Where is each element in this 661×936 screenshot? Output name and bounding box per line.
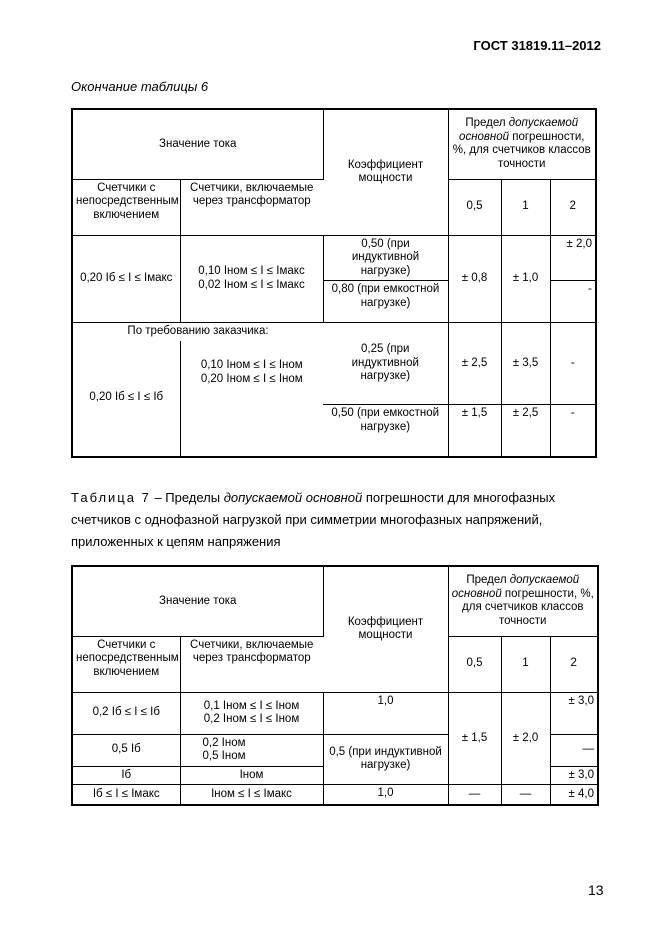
table-6-row-2-pf-inductive: 0,25 (при индуктивной нагрузке) [323, 323, 448, 405]
header-error-limit: Предел допускаемой основной погрешности, %, для счетчиков классов точности [448, 109, 596, 179]
table-6-row-2-pf-capacitive: 0,50 (при емкостной нагрузке) [323, 405, 448, 457]
header-power-factor: Коэффициент мощности [323, 566, 448, 692]
table-7-row-4-pf: 1,0 [323, 785, 448, 805]
table-6-row-2-class-05-b: ± 1,5 [448, 405, 501, 457]
header-class-1: 1 [501, 636, 550, 692]
header-transformer-connection: Счетчики, включаемые через трансформатор [180, 636, 323, 692]
header-error-limit: Предел допускаемой основной погрешности, %, для счетчиков классов точности [448, 566, 598, 636]
table-7-row-1-transformer: 0,1 Iном ≤ I ≤ Iном 0,2 Iном ≤ I ≤ Iном [180, 692, 323, 734]
table-7-row-2-pf: 0,5 (при индуктивной нагрузке) [323, 734, 448, 785]
table-6-row-2-class-2-a: - [550, 323, 596, 405]
table-7-row-1-class-2: ± 3,0 [550, 692, 598, 734]
table-7-row-1-direct: 0,2 Iб ≤ I ≤ Iб [72, 692, 180, 734]
header-transformer-connection: Счетчики, включаемые через трансформатор [180, 179, 323, 235]
header-current-value: Значение тока [72, 109, 323, 179]
header-class-05: 0,5 [448, 636, 501, 692]
table-7-row-4-direct: Iб ≤ I ≤ Iмакс [72, 785, 180, 805]
table-7-row-4-transformer: Iном ≤ I ≤ Iмакс [211, 787, 292, 800]
table-6-row-2-class-2-b: - [570, 407, 575, 419]
table-6-row-2-transformer-empty [180, 405, 323, 457]
table-7-merged-class-1: ± 2,0 [501, 692, 550, 785]
table-6-row-1-class-05: ± 0,8 [448, 235, 501, 323]
table-7-row-2-direct: 0,5 Iб [72, 734, 180, 766]
table-7-row-3-direct: Iб [72, 766, 180, 785]
header-class-2: 2 [550, 179, 596, 235]
header-class-2: 2 [550, 636, 598, 692]
table-7-row-2-transformer: 0,2 Iном 0,5 Iном [180, 734, 323, 766]
table-6-row-2-transformer: 0,10 Iном ≤ I ≤ Iном 0,20 Iном ≤ I ≤ Iном [180, 341, 323, 405]
table-6-row-2-class-1-b: ± 2,5 [501, 405, 550, 457]
table-7-title: Таблица 7 – Пределы допускаемой основной погрешности для многофазных счетчиков с однофазной нагрузкой при симметрии многофазных напряжений, приложенных к цепям напряжения [71, 490, 556, 549]
page-number: 13 [588, 882, 604, 898]
table-7 [71, 565, 599, 806]
table-7-row-4-class-05: — [448, 785, 501, 805]
table-7-row-2-class-2: — [550, 734, 598, 766]
table-6-row-1-class-2-a: ± 2,0 [550, 235, 596, 281]
document-id: ГОСТ 31819.11–2012 [473, 38, 601, 53]
table-6-row-1-transformer: 0,10 Iном ≤ I ≤ Iмакс 0,02 Iном ≤ I ≤ Iмакс [180, 235, 323, 323]
table-7-row-1-pf: 1,0 [323, 692, 448, 734]
table-7-row-4-class-1: — [501, 785, 550, 805]
table-6-row-2-class-1-a: ± 3,5 [501, 323, 550, 405]
header-direct-connection: Счетчики с непосредственным включением [72, 636, 180, 692]
table-6 [71, 108, 597, 458]
table-7-row-4-class-2: ± 4,0 [568, 787, 595, 800]
header-current-value: Значение тока [72, 566, 323, 636]
table-6-row-1-pf-inductive: 0,50 (при индуктивной нагрузке) [323, 235, 448, 281]
table-6-row-1-direct: 0,20 Iб ≤ I ≤ Iмакс [72, 235, 180, 323]
table-6-row-2-class-05-a: ± 2,5 [448, 323, 501, 405]
table-7-row-3-class-2: ± 3,0 [550, 766, 598, 785]
header-class-05: 0,5 [448, 179, 501, 235]
header-class-1: 1 [501, 179, 550, 235]
table-6-row-1-pf-capacitive: 0,80 (при емкостной нагрузке) [323, 281, 448, 323]
header-power-factor: Коэффициент мощности [323, 109, 448, 235]
table-6-row-1-class-2-b: - [550, 281, 596, 323]
table-7-merged-class-05: ± 1,5 [448, 692, 501, 785]
table-6-row-1-class-1: ± 1,0 [501, 235, 550, 323]
table-6-row-2-direct: 0,20 Iб ≤ I ≤ Iб [72, 341, 180, 457]
table-6-customer-note: По требованию заказчика: [127, 325, 269, 337]
table-7-row-3-transformer: Iном [180, 766, 323, 785]
header-direct-connection: Счетчики с непосредственным включением [72, 179, 180, 235]
table-6-caption: Окончание таблицы 6 [71, 79, 209, 94]
